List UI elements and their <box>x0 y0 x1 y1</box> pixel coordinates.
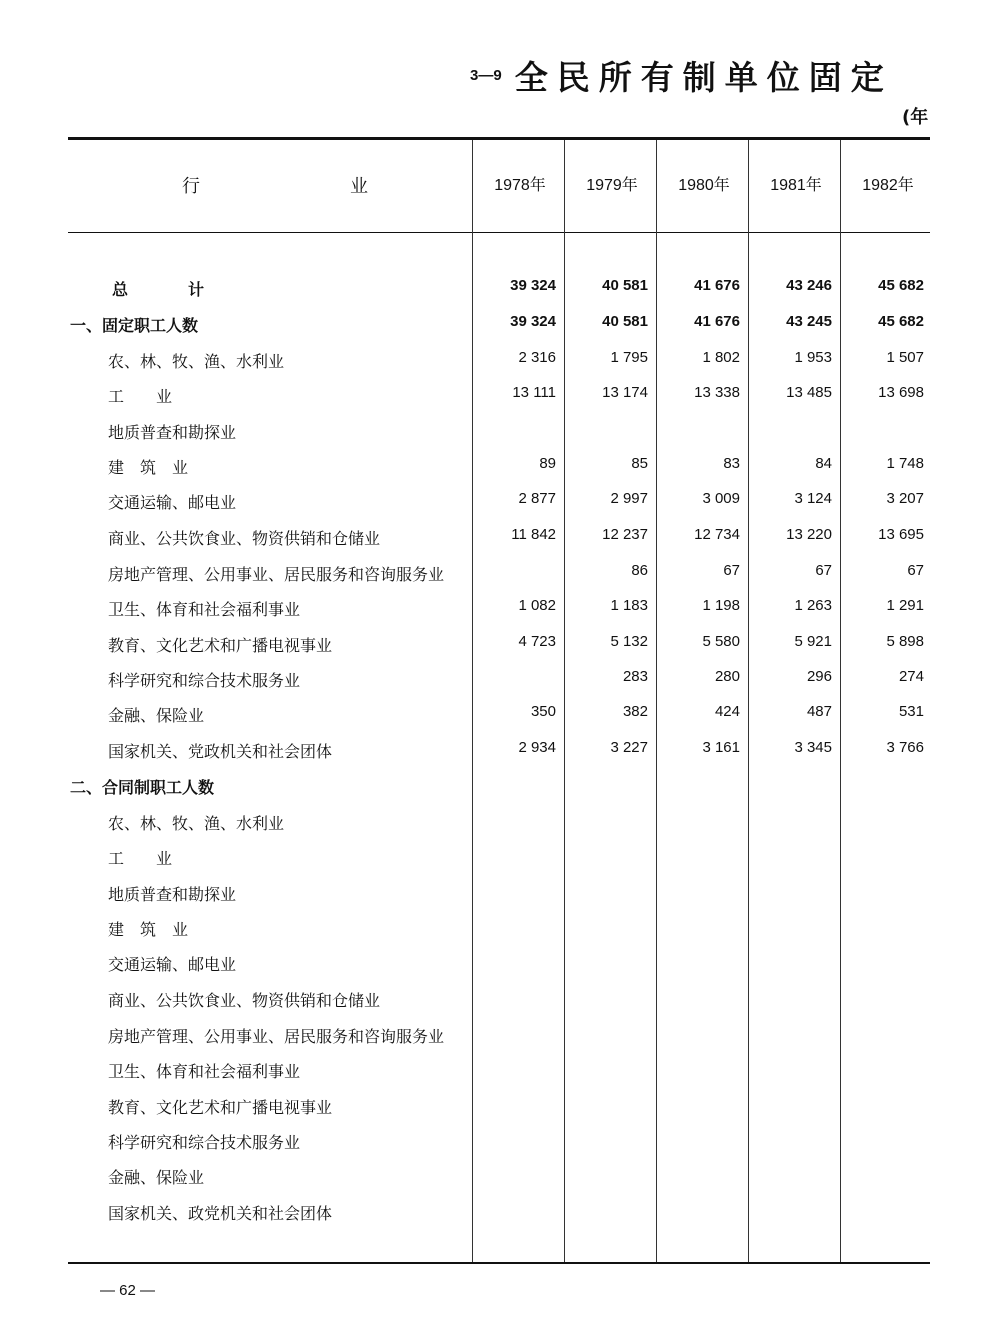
cell-value: 2 877 <box>518 490 556 507</box>
table-row <box>0 952 1000 982</box>
row-label: 交通运输、邮电业 <box>108 955 237 974</box>
row-label: 交通运输、邮电业 <box>108 493 237 512</box>
table-row <box>0 811 1000 841</box>
page-number: — 62 — <box>100 1282 156 1299</box>
cell-value: 13 338 <box>694 384 740 401</box>
cell-value: 1 795 <box>610 349 648 366</box>
cell-value: 3 345 <box>794 739 832 756</box>
cell-value: 39 324 <box>510 313 556 330</box>
cell-value: 83 <box>723 455 740 472</box>
row-label: 房地产管理、公用事业、居民服务和咨询服务业 <box>108 1027 445 1046</box>
cell-value: 1 291 <box>886 597 924 614</box>
table-row <box>0 597 1000 627</box>
table-row <box>0 384 1000 414</box>
table-row <box>0 882 1000 912</box>
row-label: 二、合同制职工人数 <box>70 778 215 797</box>
cell-value: 89 <box>539 455 556 472</box>
cell-value: 67 <box>907 562 924 579</box>
row-label: 国家机关、党政机关和社会团体 <box>108 742 333 761</box>
cell-value: 283 <box>622 668 648 685</box>
cell-value: 5 898 <box>886 633 924 650</box>
row-label: 金融、保险业 <box>108 1168 205 1187</box>
row-label: 工 业 <box>108 849 173 868</box>
table-row <box>0 420 1000 450</box>
row-label: 农、林、牧、渔、水利业 <box>108 814 285 833</box>
row-label: 国家机关、政党机关和社会团体 <box>108 1204 333 1223</box>
cell-value: 274 <box>898 668 924 685</box>
cell-value: 40 581 <box>602 277 648 294</box>
table-row <box>0 1201 1000 1231</box>
cell-value: 5 580 <box>702 633 740 650</box>
cell-value: 1 507 <box>886 349 924 366</box>
row-label: 科学研究和综合技术服务业 <box>108 671 301 690</box>
cell-value: 296 <box>806 668 832 685</box>
table-title <box>470 52 893 99</box>
row-label: 商业、公共饮食业、物资供销和仓储业 <box>108 529 381 548</box>
cell-value: 45 682 <box>878 313 924 330</box>
industry-header-left: 行 <box>182 176 200 197</box>
row-label: 一、固定职工人数 <box>70 316 199 335</box>
row-label: 地质普查和勘探业 <box>108 423 237 442</box>
cell-value: 85 <box>631 455 648 472</box>
cell-value: 13 174 <box>602 384 648 401</box>
row-label: 工 业 <box>108 387 173 406</box>
table-row <box>0 668 1000 698</box>
column-divider <box>656 140 657 1262</box>
table-row <box>0 562 1000 592</box>
table-row <box>0 455 1000 485</box>
cell-value: 5 921 <box>794 633 832 650</box>
cell-value: 3 227 <box>610 739 648 756</box>
cell-value: 424 <box>714 703 740 720</box>
cell-value: 12 734 <box>694 526 740 543</box>
cell-value: 41 676 <box>694 277 740 294</box>
cell-value: 86 <box>631 562 648 579</box>
row-label: 总计 <box>112 280 265 299</box>
top-rule <box>68 137 930 140</box>
cell-value: 1 263 <box>794 597 832 614</box>
table-title-text: 全民所有制单位固定 <box>514 58 893 97</box>
cell-value: 1 953 <box>794 349 832 366</box>
table-row <box>0 313 1000 343</box>
column-divider <box>748 140 749 1262</box>
cell-value: 2 934 <box>518 739 556 756</box>
cell-value: 13 698 <box>878 384 924 401</box>
cell-value: 43 246 <box>786 277 832 294</box>
table-row <box>0 526 1000 556</box>
table-row <box>0 1095 1000 1125</box>
cell-value: 5 132 <box>610 633 648 650</box>
table-row <box>0 739 1000 769</box>
table-row <box>0 846 1000 876</box>
row-label: 地质普查和勘探业 <box>108 885 237 904</box>
cell-value: 12 237 <box>602 526 648 543</box>
table-row <box>0 490 1000 520</box>
cell-value: 40 581 <box>602 313 648 330</box>
row-label: 教育、文化艺术和广播电视事业 <box>108 1098 333 1117</box>
year-column-header: 1978年 <box>494 177 546 194</box>
cell-value: 2 316 <box>518 349 556 366</box>
column-divider <box>564 140 565 1262</box>
cell-value: 45 682 <box>878 277 924 294</box>
unit-note: (年 <box>902 107 929 128</box>
table-row <box>0 775 1000 805</box>
cell-value: 13 695 <box>878 526 924 543</box>
row-label: 建 筑 业 <box>108 458 189 477</box>
row-label: 金融、保险业 <box>108 706 205 725</box>
year-column-header: 1980年 <box>678 177 730 194</box>
cell-value: 3 124 <box>794 490 832 507</box>
cell-value: 13 111 <box>512 384 556 401</box>
bottom-rule <box>68 1262 930 1264</box>
cell-value: 2 997 <box>610 490 648 507</box>
table-row <box>0 1059 1000 1089</box>
table-row <box>0 917 1000 947</box>
table-row <box>0 703 1000 733</box>
cell-value: 1 082 <box>518 597 556 614</box>
cell-value: 13 485 <box>786 384 832 401</box>
row-label: 科学研究和综合技术服务业 <box>108 1133 301 1152</box>
table-row <box>0 277 1000 307</box>
cell-value: 3 009 <box>702 490 740 507</box>
row-label: 建 筑 业 <box>108 920 189 939</box>
row-label: 卫生、体育和社会福利事业 <box>108 600 301 619</box>
cell-value: 39 324 <box>510 277 556 294</box>
row-label: 教育、文化艺术和广播电视事业 <box>108 636 333 655</box>
cell-value: 1 748 <box>886 455 924 472</box>
table-row <box>0 1165 1000 1195</box>
cell-value: 43 245 <box>786 313 832 330</box>
cell-value: 3 161 <box>702 739 740 756</box>
cell-value: 350 <box>530 703 556 720</box>
cell-value: 487 <box>806 703 832 720</box>
cell-value: 531 <box>898 703 924 720</box>
cell-value: 41 676 <box>694 313 740 330</box>
table-row <box>0 1024 1000 1054</box>
header-rule <box>68 232 930 233</box>
table-row <box>0 988 1000 1018</box>
cell-value: 382 <box>622 703 648 720</box>
cell-value: 1 802 <box>702 349 740 366</box>
cell-value: 13 220 <box>786 526 832 543</box>
table-row <box>0 1130 1000 1160</box>
cell-value: 3 766 <box>886 739 924 756</box>
cell-value: 84 <box>815 455 832 472</box>
row-label: 房地产管理、公用事业、居民服务和咨询服务业 <box>108 565 445 584</box>
cell-value: 1 183 <box>610 597 648 614</box>
column-divider <box>840 140 841 1262</box>
cell-value: 4 723 <box>518 633 556 650</box>
year-column-header: 1981年 <box>770 177 822 194</box>
industry-header-right: 业 <box>350 176 368 197</box>
cell-value: 67 <box>815 562 832 579</box>
table-number: 3—9 <box>470 67 502 84</box>
row-label: 农、林、牧、渔、水利业 <box>108 352 285 371</box>
cell-value: 11 842 <box>511 526 556 543</box>
column-divider <box>472 140 473 1262</box>
table-row <box>0 349 1000 379</box>
cell-value: 3 207 <box>886 490 924 507</box>
row-label: 商业、公共饮食业、物资供销和仓储业 <box>108 991 381 1010</box>
row-label: 卫生、体育和社会福利事业 <box>108 1062 301 1081</box>
year-column-header: 1979年 <box>586 177 638 194</box>
cell-value: 1 198 <box>702 597 740 614</box>
cell-value: 280 <box>714 668 740 685</box>
year-column-header: 1982年 <box>862 177 914 194</box>
table-row <box>0 633 1000 663</box>
cell-value: 67 <box>723 562 740 579</box>
